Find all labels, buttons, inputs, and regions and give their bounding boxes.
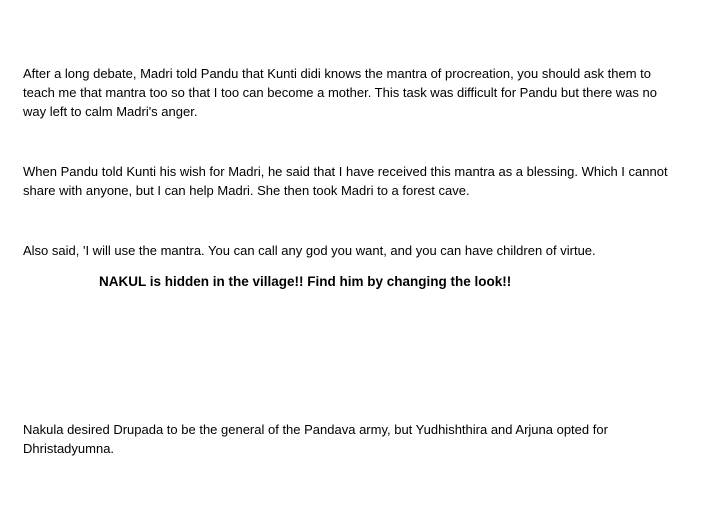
paragraph-pandu-tells-kunti: When Pandu told Kunti his wish for Madri, he said that I have received this mantra as a blessing. Which I cannot share with anyone, but I can help Madri. She then took Madri to a forest cave. [23, 164, 668, 198]
puzzle-headline: NAKUL is hidden in the village!! Find him by changing the look!! [99, 274, 512, 289]
paragraph-mantra-use: Also said, 'I will use the mantra. You can call any god you want, and you can have children of virtue. [23, 243, 596, 258]
paragraph-madri-debate: After a long debate, Madri told Pandu that Kunti didi knows the mantra of procreation, you should ask them to teach me that mantra too so that I too can become a mother. This task was difficult for Pandu but there was no way left to calm Madri's anger. [23, 66, 657, 119]
paragraph-nakula-drupada: Nakula desired Drupada to be the general of the Pandava army, but Yudhishthira and Arjuna opted for Dhristadyumna. [23, 422, 608, 456]
